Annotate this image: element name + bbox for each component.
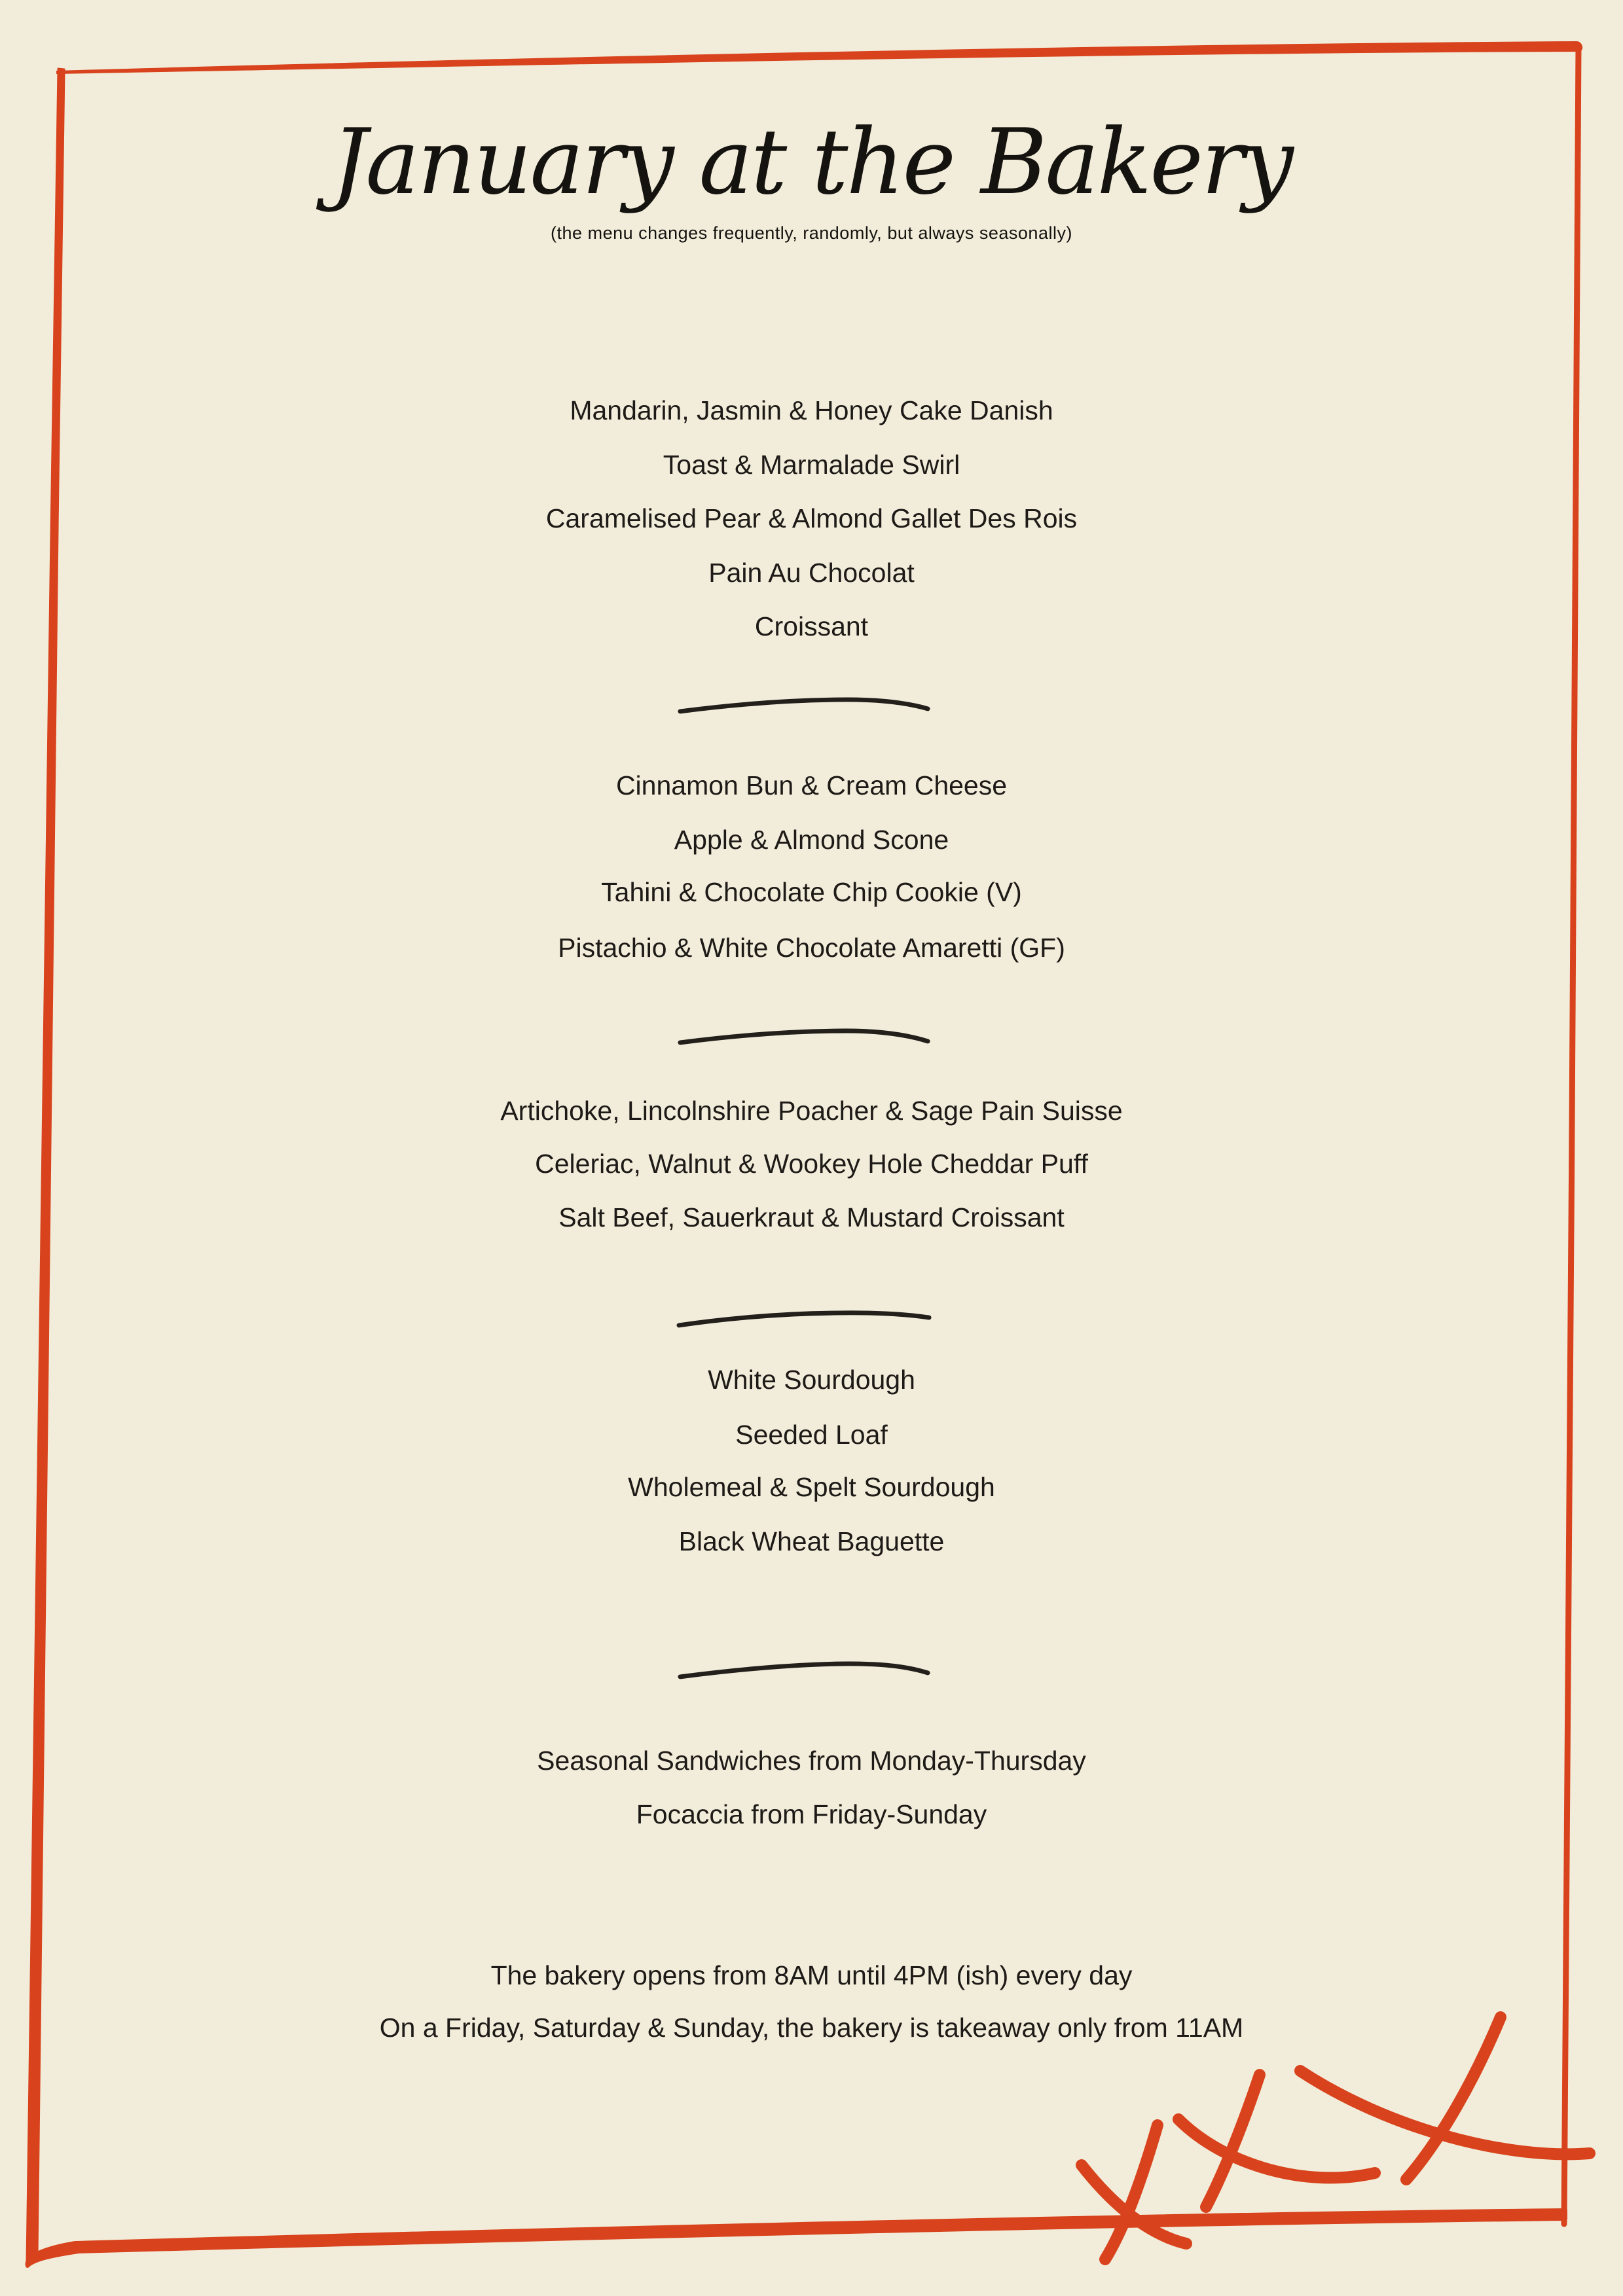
menu-item: Wholemeal & Spelt Sourdough <box>628 1472 995 1502</box>
menu-item: Toast & Marmalade Swirl <box>663 450 960 480</box>
menu-item: Focaccia from Friday-Sunday <box>636 1799 987 1829</box>
menu-item: Artichoke, Lincolnshire Poacher & Sage Pain Suisse <box>500 1096 1123 1126</box>
opening-hours-line: The bakery opens from 8AM until 4PM (ish) every day <box>490 1960 1133 1990</box>
menu-item: Celeriac, Walnut & Wookey Hole Cheddar Puff <box>535 1149 1088 1179</box>
menu-item: Salt Beef, Sauerkraut & Mustard Croissant <box>558 1202 1065 1232</box>
menu-item: Apple & Almond Scone <box>674 825 949 855</box>
section-divider <box>675 694 934 717</box>
menu-item: White Sourdough <box>708 1365 915 1395</box>
menu-item: Pistachio & White Chocolate Amaretti (GF) <box>558 933 1065 963</box>
menu-item: Cinnamon Bun & Cream Cheese <box>615 770 1008 800</box>
opening-hours-line: On a Friday, Saturday & Sunday, the bakery is takeaway only from 11AM <box>379 2013 1244 2043</box>
menu-item: Seeded Loaf <box>735 1420 888 1450</box>
page-subtitle: (the menu changes frequently, randomly, but always seasonally) <box>551 223 1072 243</box>
menu-item: Pain Au Chocolat <box>708 558 915 588</box>
section-divider <box>675 1026 934 1049</box>
frame-bottom-line <box>27 2210 1565 2266</box>
menu-item: Black Wheat Baguette <box>678 1526 945 1556</box>
menu-item: Tahini & Chocolate Chip Cookie (V) <box>601 877 1022 907</box>
section-divider <box>675 1307 934 1331</box>
page-title: January at the Bakery <box>331 109 1292 215</box>
menu-item: Mandarin, Jasmin & Honey Cake Danish <box>570 395 1053 425</box>
menu-item: Caramelised Pear & Almond Gallet Des Rois <box>545 503 1078 533</box>
section-divider <box>675 1659 934 1682</box>
menu-item: Croissant <box>754 611 869 641</box>
menu-item: Seasonal Sandwiches from Monday-Thursday <box>537 1746 1086 1776</box>
frame-top-line <box>56 41 1582 74</box>
